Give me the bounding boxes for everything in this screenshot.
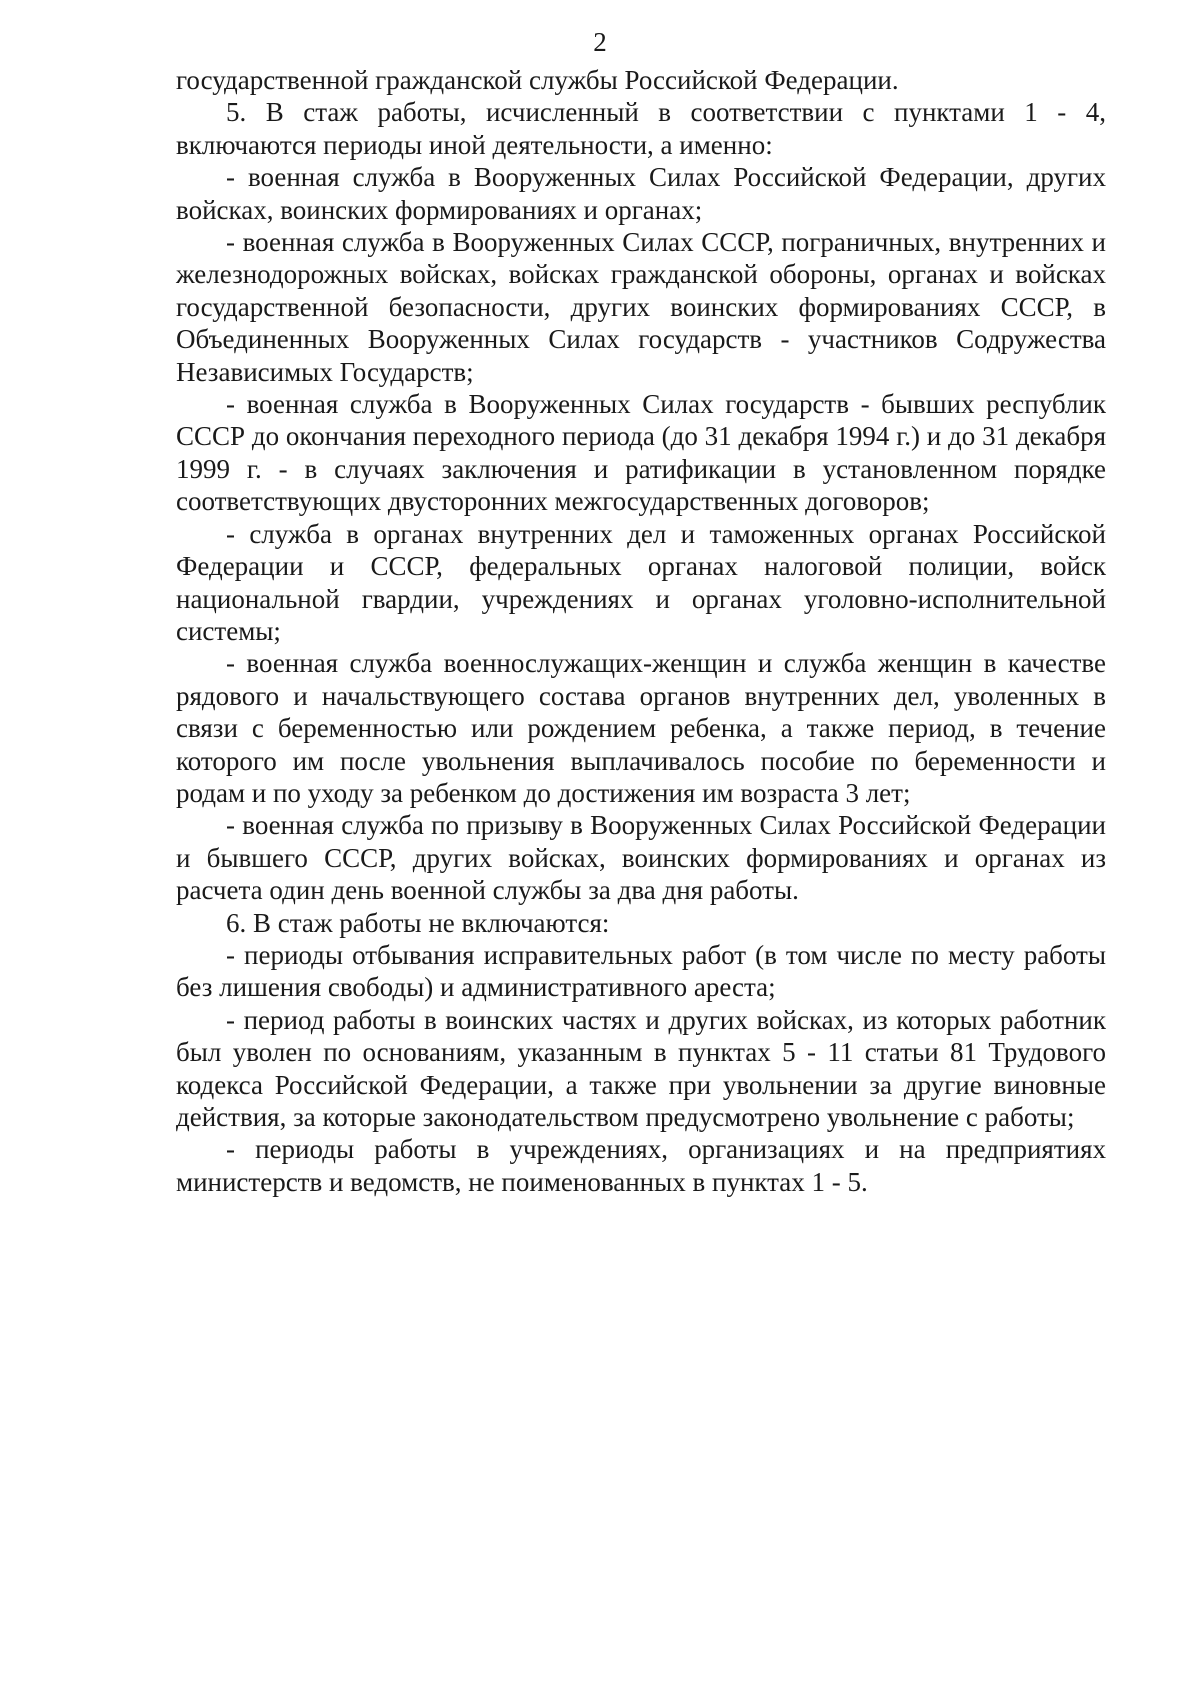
- paragraph-continuation: государственной гражданской службы Российской Федерации.: [176, 65, 899, 95]
- paragraph-former-republics: - военная служба в Вооруженных Силах государств - бывших республик СССР до окончания переходного периода (до 31 декабря 1994 г.) и до 31 декабря 1999 г. - в случаях заключения и ратификации в установленном порядке соответствующих двусторонних межгосударственных договоров;: [176, 389, 1106, 517]
- paragraph-other-ministries: - периоды работы в учреждениях, организациях и на предприятиях министерств и ведомств, не поименованных в пунктах 1 - 5.: [176, 1134, 1106, 1197]
- paragraph-military-service-ussr: - военная служба в Вооруженных Силах СССР, пограничных, внутренних и железнодорожных войсках, войсках гражданской обороны, органах и войсках государственной безопасности, других воинских формированиях СССР, в Объединенных Вооруженных Силах государств - участников Содружества Независимых Государств;: [176, 227, 1106, 387]
- page-number: 2: [593, 27, 607, 57]
- paragraph-internal-affairs: - служба в органах внутренних дел и таможенных органах Российской Федерации и СССР, федеральных органах налоговой полиции, войск национальной гвардии, учреждениях и органах уголовно-исполнительной системы;: [176, 518, 1106, 646]
- paragraph-dismissal: - период работы в воинских частях и других войсках, из которых работник был уволен по основаниям, указанным в пунктах 5 - 11 статьи 81 Трудового кодекса Российской Федерации, а также при увольнении за другие виновные действия, за которые законодательством предусмотрено увольнение с работы;: [176, 1004, 1106, 1132]
- document-body: [176, 64, 1106, 1198]
- paragraph-correctional-work: - периоды отбывания исправительных работ (в том числе по месту работы без лишения свободы) и административного ареста;: [176, 939, 1106, 1003]
- paragraph-military-service-rf: - военная служба в Вооруженных Силах Российской Федерации, других войсках, воинских формированиях и органах;: [176, 162, 1106, 225]
- paragraph-item-5: 5. В стаж работы, исчисленный в соответствии с пунктами 1 - 4, включаются периоды иной деятельности, а именно:: [176, 97, 1106, 160]
- paragraph-item-6: 6. В стаж работы не включаются:: [226, 907, 610, 938]
- paragraph-women-service: - военная служба военнослужащих-женщин и служба женщин в качестве рядового и начальствующего состава органов внутренних дел, уволенных в связи с беременностью или рождением ребенка, а также период, в течение которого им после увольнения выплачивалось пособие по беременности и родам и по уходу за ребенком до достижения им возраста 3 лет;: [176, 648, 1106, 808]
- paragraph-conscription: - военная служба по призыву в Вооруженных Силах Российской Федерации и бывшего СССР, других войсках, воинских формированиях и органах из расчета один день военной службы за два дня работы.: [176, 810, 1106, 906]
